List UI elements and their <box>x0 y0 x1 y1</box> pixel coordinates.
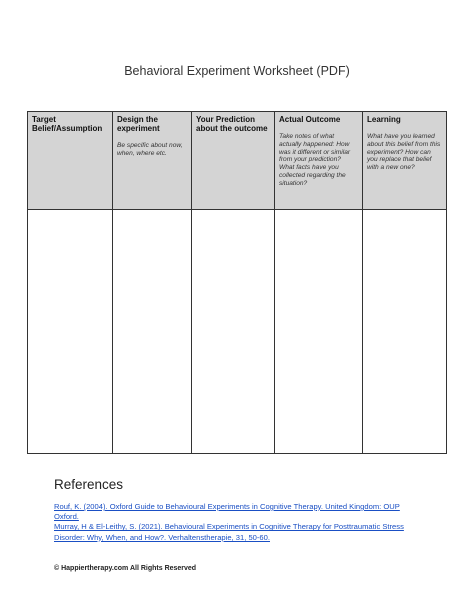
column-hint: Take notes of what actually happened: How was it different or similar from your prediction? What facts have you collected regarding the situation? <box>279 133 351 187</box>
references-list <box>54 502 424 543</box>
references-heading: References <box>54 477 124 492</box>
column-header: Target Belief/Assumption <box>32 115 103 133</box>
column-header: Design the experiment <box>117 115 160 133</box>
header-cell-prediction <box>192 112 275 210</box>
worksheet-table <box>27 111 447 454</box>
column-hint: Be specific about now, when, where etc. <box>117 142 183 157</box>
entry-cell-prediction[interactable] <box>192 210 275 453</box>
header-cell-target-belief <box>28 112 113 210</box>
entry-cell-learning[interactable] <box>363 210 446 453</box>
entry-cell-target-belief[interactable] <box>28 210 113 453</box>
column-header: Learning <box>367 115 401 124</box>
header-cell-actual-outcome <box>275 112 363 210</box>
reference-link[interactable]: Murray, H & El-Leithy, S. (2021). Behavioural Experiments in Cognitive Therapy for Posttraumatic Stress Disorder: Why, When, and How?. Verhaltenstherapie, 31, 50-60. <box>54 522 404 542</box>
reference-link[interactable]: Rouf, K. (2004). Oxford Guide to Behavioural Experiments in Cognitive Therapy. United Kingdom: OUP Oxford. <box>54 502 400 522</box>
column-hint: What have you learned about this belief from this experiment? How can you replace that belief with a new one? <box>367 133 441 172</box>
header-cell-design <box>113 112 192 210</box>
header-cell-learning <box>363 112 446 210</box>
page-title: Behavioral Experiment Worksheet (PDF) <box>124 64 350 78</box>
column-header: Your Prediction about the outcome <box>196 115 268 133</box>
entry-cell-actual-outcome[interactable] <box>275 210 363 453</box>
column-header: Actual Outcome <box>279 115 341 124</box>
entry-cell-design[interactable] <box>113 210 192 453</box>
copyright-notice: © Happiertherapy.com All Rights Reserved <box>54 565 197 572</box>
